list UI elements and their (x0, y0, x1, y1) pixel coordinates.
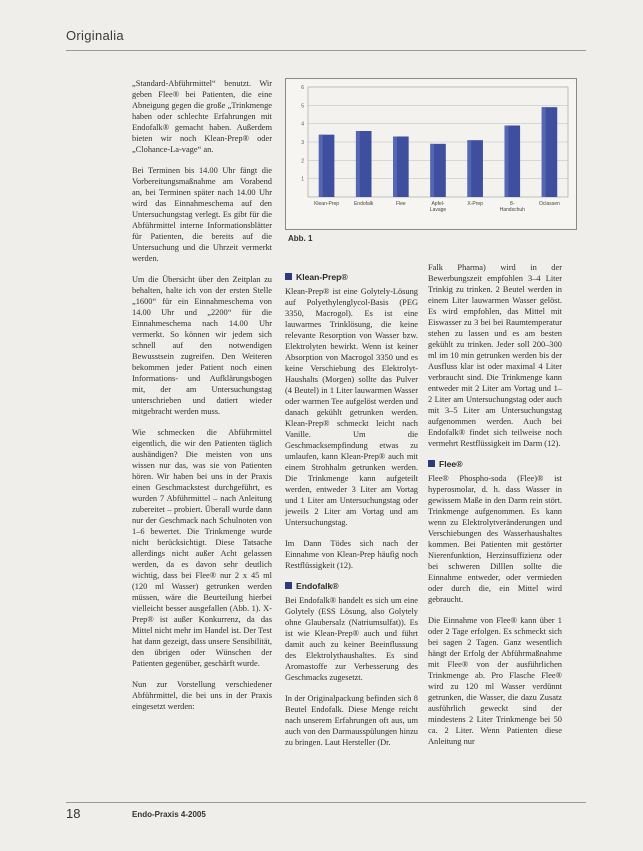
y-tick-label: 3 (301, 140, 304, 146)
section-heading-text: Flee® (439, 459, 463, 469)
x-tick-label: Flee (395, 201, 406, 207)
x-tick-label: Apfel- (431, 201, 445, 207)
section-heading-text: Endofalk® (296, 581, 339, 591)
bar-highlight (356, 131, 360, 197)
paragraph: Wie schmecken die Abführmittel eigentlich, die wir den Patienten täglich aushändigen? Die meisten von uns wissen nur das, was sie von Patienten hören. Wir haben bei uns in der Praxis einen Geschmackstest durchgeführt, es wurden 7 Abführmittel – nach Anleitung zubereitet – probiert. Überall wurde dann nur der Geschmack nach Schulnoten von 1–6 bewertet. Die Trinkmenge wurde nicht berücksichtigt. Diese Tatsache allerdings nicht außer Acht gelassen werden, da es davon sehr deutlich wichtig, dass bei Flee® nur 2 x 45 ml (120 ml Wasser) getrunken werden müssen, wäre die Beurteilung hierbei vielleicht besser ausgefallen (Abb. 1). X-Prep® ist außer Konkurrenz, da das Mittel nicht mehr im Handel ist. Der Test hat dann gezeigt, dass unsere Sensibilität, den übrigen oder Wünschen der Patienten gegenüber, geschärft wurde. (132, 428, 272, 668)
y-tick-label: 6 (301, 85, 304, 91)
bar-chart (285, 78, 577, 230)
x-tick-label: X-Prep (467, 201, 483, 207)
bar-highlight (430, 144, 434, 197)
bullet-square-icon (285, 273, 292, 280)
section-heading (428, 459, 562, 470)
y-tick-label: 2 (301, 158, 304, 165)
y-tick-label: 4 (301, 121, 304, 128)
section-label: Originalia (66, 28, 124, 43)
paragraph: In der Originalpackung befinden sich 8 Beutel Endofalk. Diese Menge reicht nach unserem Erfahrungen oft aus, um auch von den Darmausspülungen hinzu zu bringen. Laut Hersteller (Dr. (285, 694, 418, 747)
x-tick-label: Oclassen (539, 201, 560, 207)
x-tick-label: 8- (510, 201, 515, 207)
section-heading (285, 272, 418, 283)
paragraph: Falk Pharma) wird in der Bewerbungszeit empfohlen 3–4 Liter Trinkig zu trinken. 2 Beutel werden in einem Liter lauwarmen Wasser gelöst. Es wird empfohlen, das Mittel mit Eiswasser zu 3 bei bei Raumtemperatur stehen zu lassen und es am besten gekühlt zu trinken. Jeder soll 200–300 ml im 10 min getrunken werden bis der Ausfluss klar ist oder maximal 4 Liter verbraucht sind. Die Trinkmenge kann entweder mit 2 Liter am Vortag und 1–2 Liter am Untersuchungstag oder auch mit 3–5 Liter am Untersuchungstag aufgenommen werden. Auch bei Endofalk® findet sich teilweise noch vermehrt Restflüssigkeit im Darm (12). (428, 263, 562, 448)
page-number: 18 (66, 806, 81, 821)
figure-caption: Abb. 1 (288, 234, 313, 243)
bullet-square-icon (428, 460, 435, 467)
x-tick-label: Endofalk (353, 201, 374, 207)
header-rule (66, 50, 586, 51)
x-tick-label: Handschuh (499, 207, 525, 213)
paragraph: Nun zur Vorstellung verschiedener Abführmittel, die bei uns in der Praxis eingesetzt werden: (132, 680, 272, 711)
footer-rule (66, 802, 586, 803)
x-tick-label: Klean-Prep (314, 201, 340, 207)
bar-chart-svg (286, 79, 576, 229)
bar-highlight (319, 135, 323, 197)
paragraph: „Standard-Abführmittel“ benutzt. Wir geben Flee® bei Patienten, die eine Abneigung gegen die große „Trinkmenge haben oder schlechte Erfahrungen mit Endofalk® gemacht haben. Außerdem bieten wir noch Klean-Prep® oder „Clohance-La-vage“ an. (132, 79, 272, 154)
bar-highlight (393, 137, 397, 198)
y-tick-label: 1 (301, 176, 304, 183)
section-heading (285, 581, 418, 592)
journal-name: Endo-Praxis 4-2005 (132, 810, 206, 819)
left-column (132, 78, 272, 722)
paragraph: Flee® Phospho-soda (Flee)® ist hyperosmolar, d. h. dass Wasser in gewissem Maße in den Darm rein stört. Trinkmenge aufgenommen. Es kann wenn zu Elektrolytveränderungen und Verschiebungen des Wasserhaushaltes kommen. Bei Patienten mit gestörter Nierenfunktion, Herzinsuffizienz oder bei schweren Dilllen sollte die Einnahme entweder, oder vermieden oder durch die, ein Mittel wird gebraucht. (428, 474, 562, 604)
middle-column (285, 262, 418, 758)
paragraph: Im Dann Tödes sich nach der Einnahme von Klean-Prep häufig noch Restflüssigkeit (12). (285, 539, 418, 570)
paragraph: Klean-Prep® ist eine Golytely-Lösung auf Polyethylenglycol-Basis (PEG 3350, Macrogol). Es ist eine lauwarmes Trinklösung, die keine relevante Resorption von Wasser bzw. Elektrolyten bewirkt. Wenn ist keiner Absorption von Macrogol 3350 und es keine Verschiebung des Elektrolyt-Haushalts (Morgen) sollte das Pulver (4 Beutel) in 1 Liter lauwarmen Wasser oder warmen Tee aufgelöst werden und danach gekühlt getrunken werden. Klean-Prep® schmeckt leicht nach Vanille. Um die Geschmacksempfindung etwas zu umlaufen, kann Klean-Prep® auch mit einem Strohhalm getrunken werden. Die Trinkmenge kann aufgeteilt werden, entweder 3 Liter am Vortag und 1 Liter am Untersuchungstag oder jeweils 2 Liter am Vortag und am Untersuchungstag. (285, 287, 418, 527)
y-tick-label: 5 (301, 103, 304, 110)
paragraph: Die Einnahme von Flee® kann über 1 oder 2 Tage erfolgen. Es schmeckt sich bei sagen 2 Tagen. Ganz wesentlich hängt der Erfolg der Abführmaßnahme mit Flee® von der ausführlichen Trinkmenge ab. Pro Flasche Flee® wird zu 120 ml Wasser verdünnt getrunken, die Wasser, die dazu Zusatz ausführlich geweckt sind der mindestens 2 Liter Trinkmenge bei 50 ca. 2 Liter. Wenn Patienten diese Anleitung nur (428, 616, 562, 746)
paragraph: Bei Endofalk® handelt es sich um eine Golytely (ESS Lösung, also Golytely ohne Glaubersalz (Natriumsulfat)). Es ist wie Klean-Prep® auch und führt damit auch zu keiner Beeinflussung des Elektrolythaushaltes. Es sind Aromastoffe zur Verbesserung des Geschmacks zugesetzt. (285, 596, 418, 682)
right-column (428, 262, 562, 757)
bullet-square-icon (285, 582, 292, 589)
bar-highlight (542, 107, 546, 197)
bar-highlight (504, 126, 508, 198)
paragraph: Um die Übersicht über den Zeitplan zu behalten, halte ich von der ersten Stelle „1600“ für ein Einnahmeschema von 14.00 Uhr und „2200“ für die Einnahmeschema nach 14.00 Uhr vermerkt. So können wir jedem sich schnell auf den notwendigen Bewusstsein zugreifen. Den Weiteren bekommen jeder Patient noch einen Informations- und Aufklärungsbogen mit, der am Untersuchungstag unterschrieben und datiert wieder mitgebracht werden muss. (132, 275, 272, 416)
paragraph: Bei Terminen bis 14.00 Uhr fängt die Vorbereitungsmaßnahme am Vorabend an, bei Terminen später nach 14.00 Uhr wird das Einnahmeschema auf den Untersuchungstag verlegt. Es gibt für die Abführmittel interne Informationsblätter für Patienten, die bereits auf die Untersuchung und die Uhrzeit vermerkt werden. (132, 166, 272, 263)
x-tick-label: Lavage (429, 207, 447, 213)
section-heading-text: Klean-Prep® (296, 272, 348, 282)
bar-highlight (467, 140, 471, 197)
